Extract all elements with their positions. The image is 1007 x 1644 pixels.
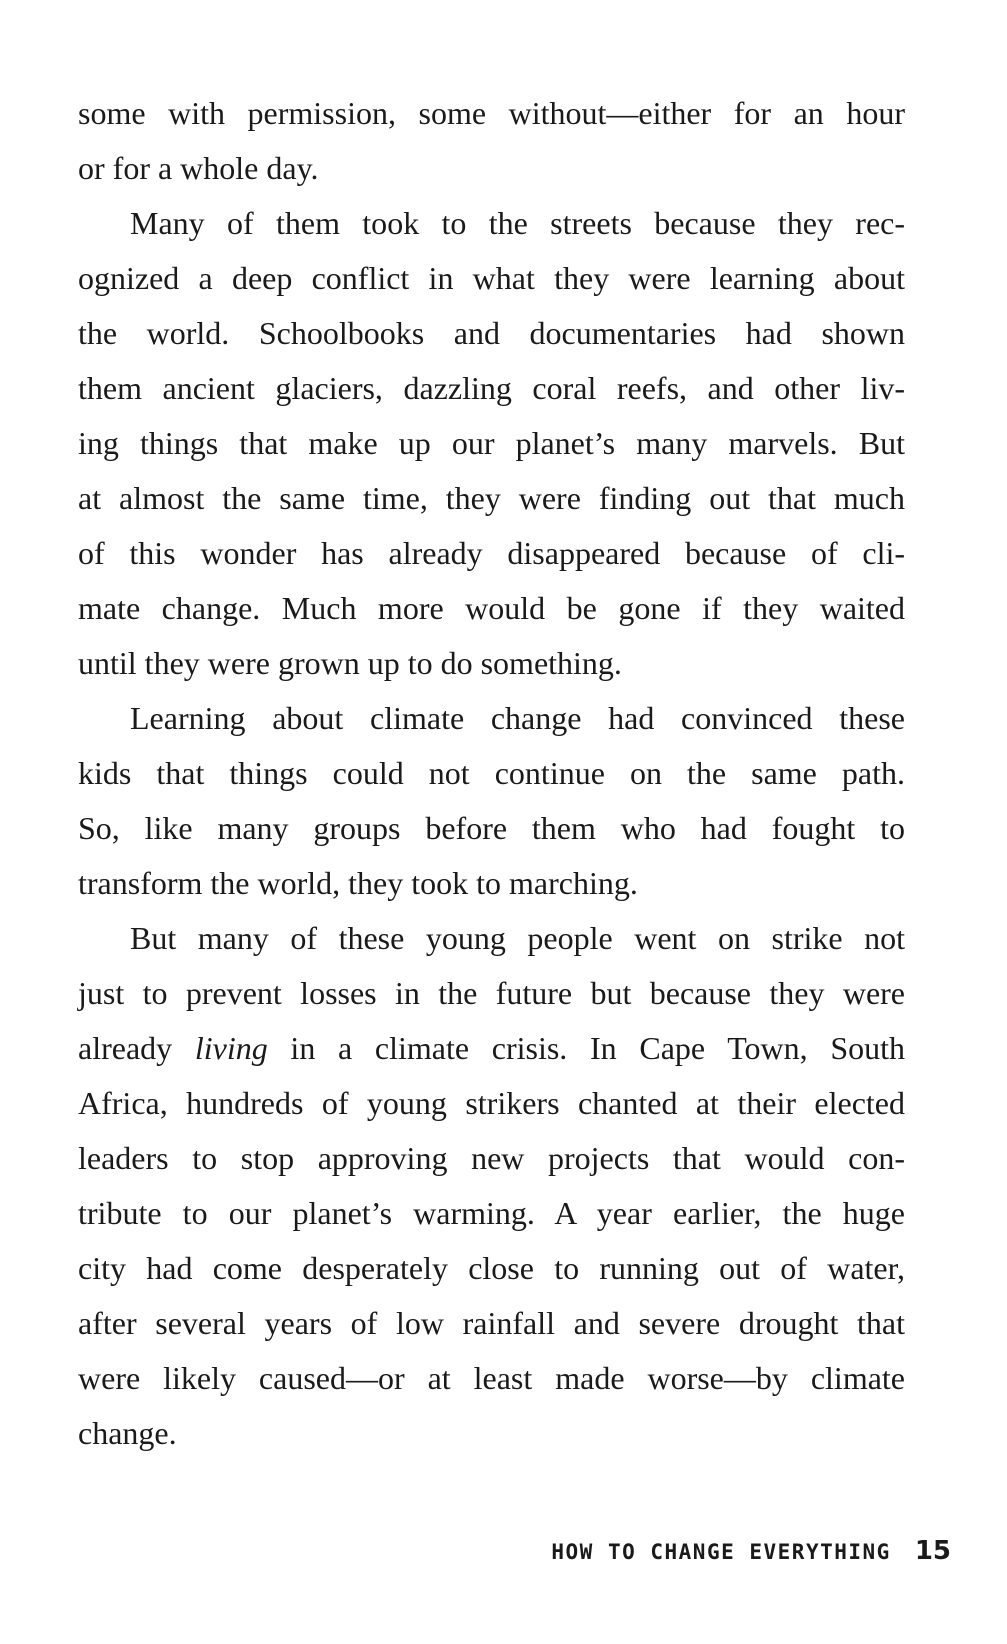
paragraph-4 bbox=[78, 911, 905, 1461]
text-line: kids that things could not continue on the same path. bbox=[78, 755, 905, 791]
text-segment: in a climate crisis. In Cape Town, South bbox=[267, 1030, 906, 1066]
text-line: change. bbox=[78, 1415, 177, 1451]
text-line: city had come desperately close to running out of water, bbox=[78, 1250, 905, 1286]
paragraph-2 bbox=[78, 196, 905, 691]
text-line: ognized a deep conflict in what they were learning about bbox=[78, 260, 905, 296]
text-line: of this wonder has already disappeared because of cli- bbox=[78, 535, 905, 571]
text-line: transform the world, they took to marching. bbox=[78, 865, 638, 901]
text-line: So, like many groups before them who had fought to bbox=[78, 810, 905, 846]
text-line: after several years of low rainfall and severe drought that bbox=[78, 1305, 905, 1341]
text-line: until they were grown up to do something. bbox=[78, 645, 622, 681]
text-line: some with permission, some without—either for an hour bbox=[78, 95, 905, 131]
paragraph-3 bbox=[78, 691, 905, 911]
text-line bbox=[78, 1021, 905, 1076]
text-line: ing things that make up our planet’s many marvels. But bbox=[78, 425, 905, 461]
text-line: leaders to stop approving new projects that would con- bbox=[78, 1140, 905, 1176]
text-line: tribute to our planet’s warming. A year earlier, the huge bbox=[78, 1195, 905, 1231]
text-line: at almost the same time, they were finding out that much bbox=[78, 480, 905, 516]
page-number: 15 bbox=[914, 1536, 951, 1566]
text-line: Africa, hundreds of young strikers chanted at their elected bbox=[78, 1085, 905, 1121]
paragraph-1 bbox=[78, 86, 905, 196]
text-line: were likely caused—or at least made worse—by climate bbox=[78, 1360, 905, 1396]
text-line: or for a whole day. bbox=[78, 150, 319, 186]
emphasis: living bbox=[194, 1030, 268, 1066]
text-line: Learning about climate change had convinced these bbox=[130, 700, 905, 736]
text-line: just to prevent losses in the future but because they were bbox=[78, 975, 905, 1011]
text-line: But many of these young people went on strike not bbox=[130, 920, 905, 956]
body-text bbox=[78, 86, 905, 1461]
text-line: mate change. Much more would be gone if they waited bbox=[78, 590, 905, 626]
text-line: Many of them took to the streets because they rec- bbox=[130, 205, 905, 241]
text-line: the world. Schoolbooks and documentaries had shown bbox=[78, 315, 905, 351]
text-line: them ancient glaciers, dazzling coral reefs, and other liv- bbox=[78, 370, 905, 406]
running-title: HOW TO CHANGE EVERYTHING bbox=[551, 1540, 891, 1564]
text-segment: already bbox=[78, 1030, 195, 1066]
page-footer bbox=[551, 1536, 951, 1566]
